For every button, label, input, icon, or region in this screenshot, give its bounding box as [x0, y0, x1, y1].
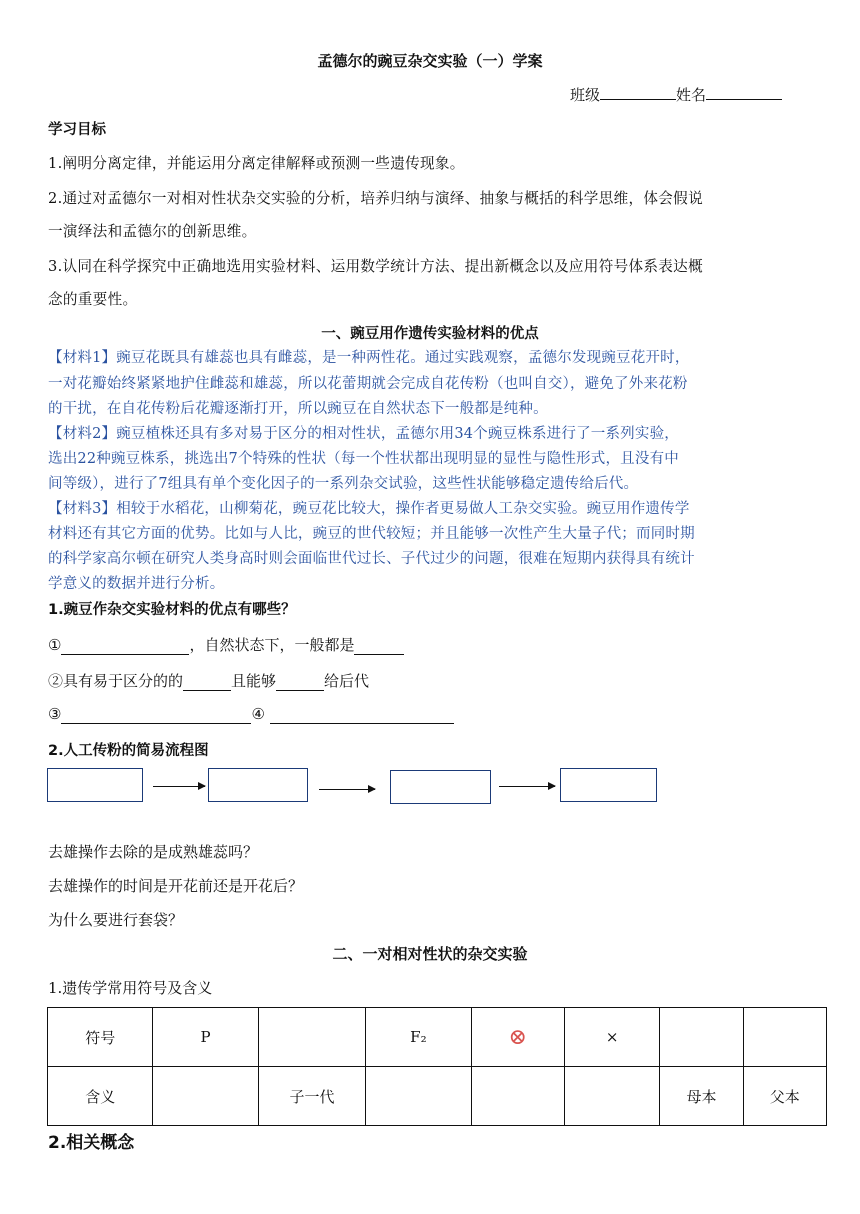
table-cell: ×: [564, 1008, 659, 1067]
table-cell: 含义: [48, 1067, 153, 1126]
item-marker: ④: [251, 705, 265, 723]
q2-question: 为什么要进行套袋？: [48, 911, 184, 929]
table-cell: P: [153, 1008, 258, 1067]
class-label: 班级: [570, 86, 601, 104]
item-marker: ③: [48, 705, 62, 723]
material-line: 【材料1】豌豆花既具有雄蕊也具有雌蕊，是一种两性花。通过实践观察，孟德尔发现豌豆花开时，: [48, 350, 690, 366]
flow-arrow: [499, 786, 555, 787]
table-row: [48, 1008, 827, 1067]
material-line: 一对花瓣始终紧紧地护住雌蕊和雄蕊，所以花蕾期就会完成自花传粉（也叫自交），避免了外来花粉: [48, 376, 688, 392]
table-cell[interactable]: [471, 1067, 564, 1126]
symbol-table: [47, 1007, 827, 1126]
flow-step-box-1[interactable]: [47, 768, 143, 802]
section2-sub2: 2.相关概念: [48, 1133, 135, 1153]
objective-line: 2.通过对孟德尔一对相对性状杂交实验的分析，培养归纳与演绎、抽象与概括的科学思维，体会假说: [48, 190, 703, 207]
objective-line: 3.认同在科学探究中正确地选用实验材料、运用数学统计方法、提出新概念以及应用符号体系表达概: [48, 258, 703, 275]
table-cell[interactable]: [564, 1067, 659, 1126]
material-line: 选出22种豌豆株系，挑选出7个特殊的性状（每一个性状都出现明显的显性与隐性形式，且没有中: [48, 451, 679, 467]
flow-step-box-2[interactable]: [208, 768, 308, 802]
objective-line: 一演绎法和孟德尔的创新思维。: [48, 223, 257, 240]
q1-line2-mid: 且能够: [231, 672, 277, 690]
answer-blank[interactable]: [61, 636, 189, 655]
flow-arrow: [153, 786, 205, 787]
q2-question: 去雄操作去除的是成熟雄蕊吗？: [48, 843, 259, 861]
section1-heading: 一、豌豆用作遗传实验材料的优点: [321, 326, 539, 342]
q1-line1-text: ，自然状态下，一般都是: [189, 636, 355, 654]
flow-step-box-3[interactable]: [390, 770, 491, 804]
q1-line3: [48, 705, 454, 724]
table-cell[interactable]: [743, 1008, 826, 1067]
answer-blank[interactable]: [61, 705, 251, 724]
material-line: 【材料2】豌豆植株还具有多对易于区分的相对性状，孟德尔用34个豌豆株系进行了一系列实验，: [48, 426, 679, 442]
q1-heading: 1.豌豆作杂交实验材料的优点有哪些？: [48, 602, 296, 618]
q1-line2: [48, 670, 369, 691]
class-blank[interactable]: [600, 85, 676, 100]
name-blank[interactable]: [706, 85, 782, 100]
table-cell: F₂: [366, 1008, 471, 1067]
answer-blank[interactable]: [183, 672, 231, 691]
q1-line1: [48, 634, 404, 655]
table-cell[interactable]: [366, 1067, 471, 1126]
page-title: 孟德尔的豌豆杂交实验（一）学案: [317, 52, 543, 70]
objectives-heading: 学习目标: [48, 122, 106, 138]
answer-blank[interactable]: [276, 672, 324, 691]
material-line: 学意义的数据并进行分析。: [48, 576, 225, 592]
q1-line2-text: ②具有易于区分的的: [48, 672, 184, 690]
item-marker: ①: [48, 636, 62, 654]
table-cell[interactable]: [258, 1008, 365, 1067]
selfing-symbol: ⊗: [471, 1008, 564, 1067]
table-cell[interactable]: [153, 1067, 258, 1126]
table-cell[interactable]: [660, 1008, 743, 1067]
table-cell: 符号: [48, 1008, 153, 1067]
table-row: [48, 1067, 827, 1126]
class-name-line: [570, 84, 782, 105]
material-line: 的干扰，在自花传粉后花瓣逐渐打开，所以豌豆在自然状态下一般都是纯种。: [48, 401, 548, 417]
answer-blank[interactable]: [354, 636, 404, 655]
table-cell: 子一代: [258, 1067, 365, 1126]
q1-line2-suffix: 给后代: [324, 672, 370, 690]
table-cell: 父本: [743, 1067, 826, 1126]
section2-heading: 二、一对相对性状的杂交实验: [332, 945, 528, 963]
objective-line: 1.阐明分离定律，并能运用分离定律解释或预测一些遗传现象。: [48, 155, 465, 172]
table-cell: 母本: [660, 1067, 743, 1126]
q2-heading: 2.人工传粉的简易流程图: [48, 743, 209, 759]
name-label: 姓名: [676, 86, 707, 104]
material-line: 的科学家高尔顿在研究人类身高时则会面临世代过长、子代过少的问题，很难在短期内获得具有统计: [48, 551, 695, 567]
answer-blank[interactable]: [270, 705, 454, 724]
material-line: 材料还有其它方面的优势。比如与人比，豌豆的世代较短；并且能够一次性产生大量子代；而同时期: [48, 526, 695, 542]
section2-sub1: 1.遗传学常用符号及含义: [48, 979, 213, 997]
q2-question: 去雄操作的时间是开花前还是开花后？: [48, 877, 304, 895]
objective-line: 念的重要性。: [48, 291, 138, 308]
flow-arrow: [319, 789, 375, 790]
material-line: 间等级），进行了7组具有单个变化因子的一系列杂交试验，这些性状能够稳定遗传给后代。: [48, 476, 639, 492]
material-line: 【材料3】相较于水稻花，山柳菊花，豌豆花比较大，操作者更易做人工杂交实验。豌豆用作遗传学: [48, 501, 690, 517]
flow-step-box-4[interactable]: [560, 768, 657, 802]
